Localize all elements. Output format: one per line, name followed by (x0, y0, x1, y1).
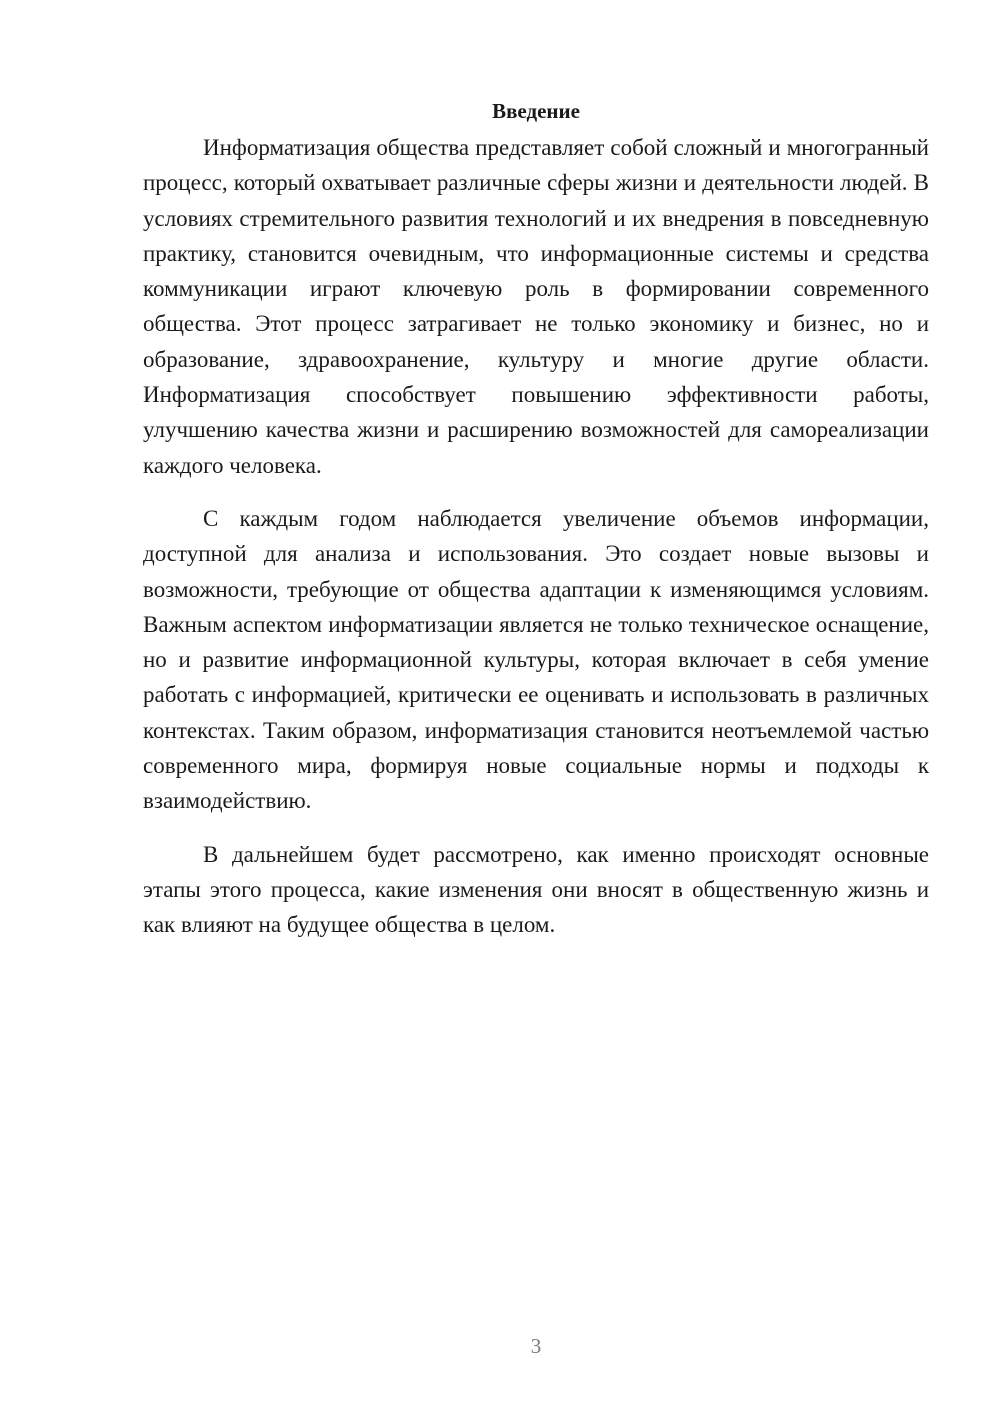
paragraph-3: В дальнейшем будет рассмотрено, как именно происходят основные этапы этого процесса, какие изменения они вносят в общественную жизнь и как влияют на будущее общества в целом. (143, 841, 929, 938)
page-content (143, 96, 929, 943)
section-heading: Введение (492, 99, 580, 123)
page-number: 3 (530, 1334, 542, 1358)
paragraph-2: С каждым годом наблюдается увеличение объемов информации, доступной для анализа и использования. Это создает новые вызовы и возможности, требующие от общества адаптации к изменяющимся условиям. Важным аспектом информатизации является не только техническое оснащение, но и развитие информационной культуры, которая включает в себя умение работать с информацией, критически ее оценивать и использовать в различных контекстах. Таким образом, информатизация становится неотъемлемой частью современного мира, формируя новые социальные нормы и подходы к взаимодействию. (143, 505, 929, 814)
paragraph-1: Информатизация общества представляет собой сложный и многогранный процесс, который охватывает различные сферы жизни и деятельности людей. В условиях стремительного развития технологий и их внедрения в повседневную практику, становится очевидным, что информационные системы и средства коммуникации играют ключевую роль в формировании современного общества. Этот процесс затрагивает не только экономику и бизнес, но и образование, здравоохранение, культуру и многие другие области. Информатизация способствует повышению эффективности работы, улучшению качества жизни и расширению возможностей для самореализации каждого человека. (143, 135, 929, 478)
